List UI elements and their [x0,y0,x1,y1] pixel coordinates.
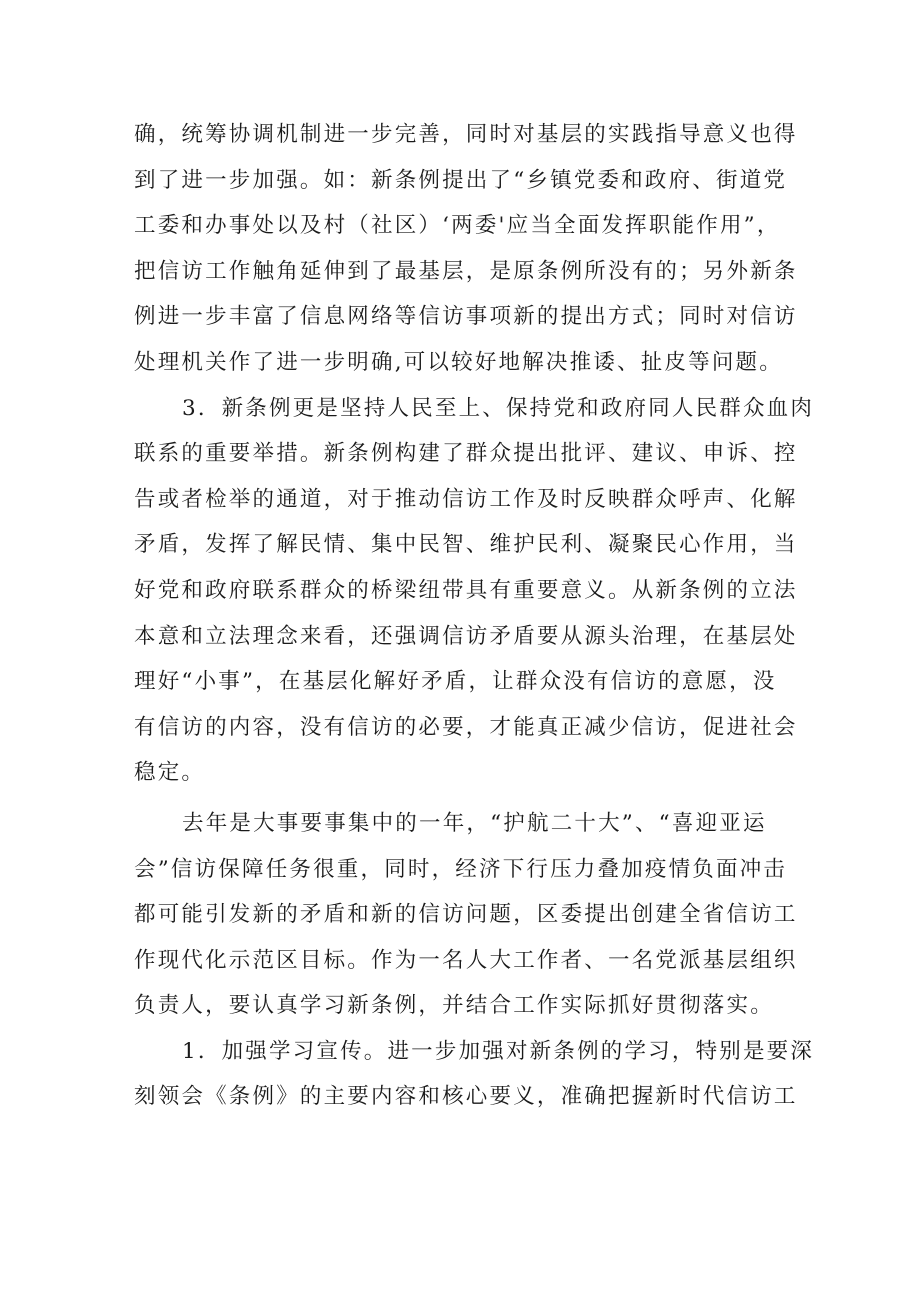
text-line: 理好“小事”，在基层化解好矛盾，让群众没有信访的意愿，没 [134,669,777,695]
text-line: 好党和政府联系群众的桥梁纽带具有重要意义。从新条例的立法 [134,577,798,603]
text-line: 都可能引发新的矛盾和新的信访问题，区委提出创建全省信访工 [134,902,798,928]
text-line: 把信访工作触角延伸到了最基层，是原条例所没有的；另外新条 [134,258,798,284]
text-line: 确，统筹协调机制进一步完善，同时对基层的实践指导意义也得 [134,122,798,147]
paragraph-2 [134,386,815,796]
paragraph-4 [134,1029,815,1120]
text-line: 工委和办事处以及村（社区）‘两委'应当全面发挥职能作用”， [134,213,781,239]
text-line: 负责人，要认真学习新条例，并结合工作实际抓好贯彻落实。 [134,993,774,1019]
text-line: 稳定。 [134,760,206,786]
text-line: 到了进一步加强。如：新条例提出了“乡镇党委和政府、街道党 [134,167,788,193]
text-line: 例进一步丰富了信息网络等信访事项新的提出方式；同时对信访 [134,304,798,330]
text-line: 有信访的内容，没有信访的必要，才能真正减少信访，促进社会 [134,714,798,740]
text-line: 作现代化示范区目标。作为一名人大工作者、一名党派基层组织 [134,947,798,973]
text-line: 本意和立法理念来看，还强调信访矛盾要从源头治理，在基层处 [134,623,798,649]
paragraph-3 [134,801,798,1029]
text-line: 刻领会《条例》的主要内容和核心要义，准确把握新时代信访工 [134,1084,798,1110]
text-line: 会”信访保障任务很重，同时，经济下行压力叠加疫情负面冲击 [134,856,788,882]
text-line: 3．新条例更是坚持人民至上、保持党和政府同人民群众血肉 [182,395,815,421]
text-line: 告或者检举的通道，对于推动信访工作及时反映群众呼声、化解 [134,486,798,512]
text-line: 矛盾，发挥了解民情、集中民智、维护民利、凝聚民心作用，当 [134,532,798,558]
text-line: 处理机关作了进一步明确,可以较好地解决推诿、扯皮等问题。 [134,349,783,375]
text-line: 联系的重要举措。新条例构建了群众提出批评、建议、申诉、控 [134,441,798,467]
document-body [134,112,815,1120]
paragraph-1 [134,112,798,386]
text-line: 去年是大事要事集中的一年，“护航二十大”、“喜迎亚运 [182,810,767,836]
text-line: 1．加强学习宣传。进一步加强对新条例的学习，特别是要深 [182,1038,815,1064]
